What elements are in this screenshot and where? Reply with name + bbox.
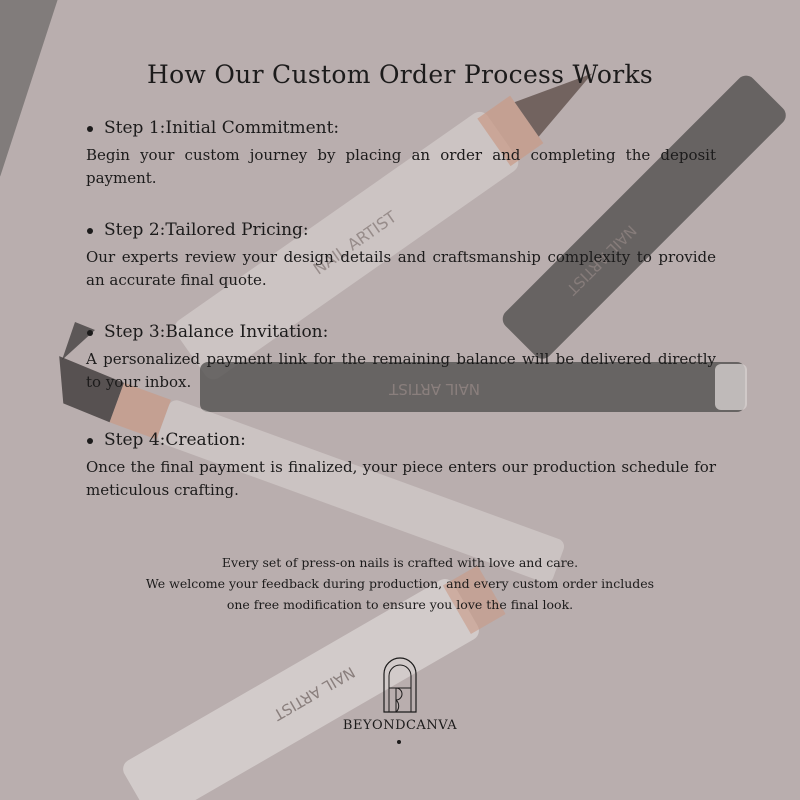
- footer-note-line-1: Every set of press-on nails is crafted with love and care.: [221, 555, 579, 570]
- step-4-label: Step 4:Creation:: [86, 428, 716, 452]
- step-3: [86, 320, 716, 394]
- step-2-body: Our experts review your design details and craftsmanship complexity to provide an accurate final quote.: [86, 248, 716, 289]
- footer-note-line-2: We welcome your feedback during production, and every custom order includes: [145, 576, 655, 591]
- brush-label-4: NAIL ARTIST: [270, 662, 358, 724]
- step-3-body: A personalized payment link for the remaining balance will be delivered directly to your inbox.: [86, 350, 716, 391]
- brand-dot: [397, 740, 401, 744]
- step-1: [86, 116, 716, 190]
- brand-arch-icon: [340, 654, 460, 714]
- step-3-label: Step 3:Balance Invitation:: [86, 320, 716, 344]
- step-1-label: Step 1:Initial Commitment:: [86, 116, 716, 140]
- brand-name: BEYONDCANVA: [342, 718, 458, 733]
- brand-logo: [340, 654, 460, 754]
- brush-label-3: NAIL ARTIST: [389, 380, 480, 398]
- brush-label-1: NAIL ARTIST: [309, 207, 401, 279]
- step-4-body: Once the final payment is finalized, your piece enters our production schedule for meticulous crafting.: [86, 458, 716, 499]
- page-title: How Our Custom Order Process Works: [146, 60, 654, 89]
- step-1-body: Begin your custom journey by placing an order and completing the deposit payment.: [86, 146, 716, 187]
- brush-dark-top-left: [0, 0, 63, 184]
- footer-note-line-3: one free modification to ensure you love the final look.: [226, 597, 574, 612]
- step-4: [86, 428, 716, 502]
- step-2-label: Step 2:Tailored Pricing:: [86, 218, 716, 242]
- step-2: [86, 218, 716, 292]
- footer-note: [0, 552, 800, 615]
- brush-label-2: NAIL ARTIST: [562, 221, 640, 299]
